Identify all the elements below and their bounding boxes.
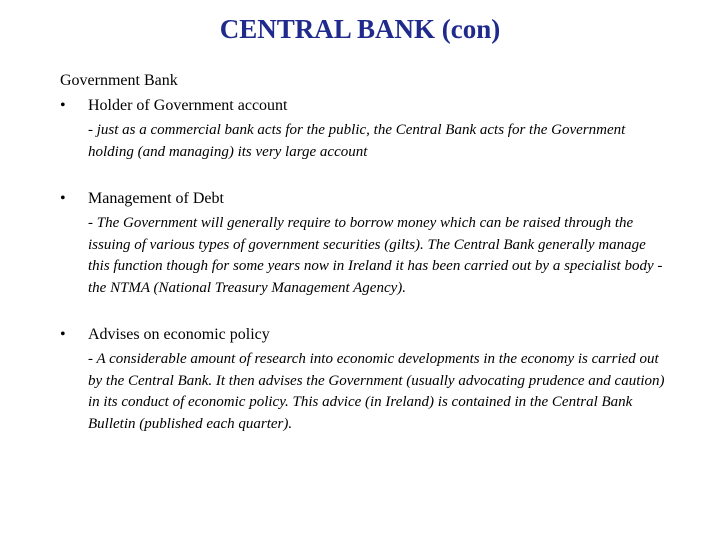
- bullet-description: - just as a commercial bank acts for the public, the Central Bank acts for the Government holding (and managing) its very large account: [88, 122, 626, 160]
- bullet-heading: Advises on economic policy: [88, 326, 270, 343]
- slide-title: CENTRAL BANK (con): [219, 14, 501, 44]
- bullet-list: [60, 96, 670, 435]
- bullet-description: - The Government will generally require to borrow money which can be raised through the issuing of various types of government securities (gilts). The Central Bank generally manage this function though for some years now in Ireland it has been carried out by a specialist body - the NTMA (National Treasury Management Agency).: [88, 215, 663, 296]
- section-heading: Government Bank: [60, 72, 178, 89]
- bullet-item-government-account: [60, 96, 670, 163]
- bullet-icon: •: [60, 97, 66, 114]
- bullet-heading: Management of Debt: [88, 190, 224, 207]
- bullet-icon: •: [60, 190, 66, 207]
- bullet-icon: •: [60, 326, 66, 343]
- bullet-description: - A considerable amount of research into economic developments in the economy is carried out by the Central Bank. It then advises the Government (usually advocating prudence and caution) in its conduct of economic policy. This advice (in Ireland) is contained in the Central Bank Bulletin (published each quarter).: [88, 351, 665, 432]
- bullet-heading: Holder of Government account: [88, 97, 288, 114]
- bullet-item-management-of-debt: [60, 189, 670, 299]
- bullet-item-economic-policy: [60, 325, 670, 435]
